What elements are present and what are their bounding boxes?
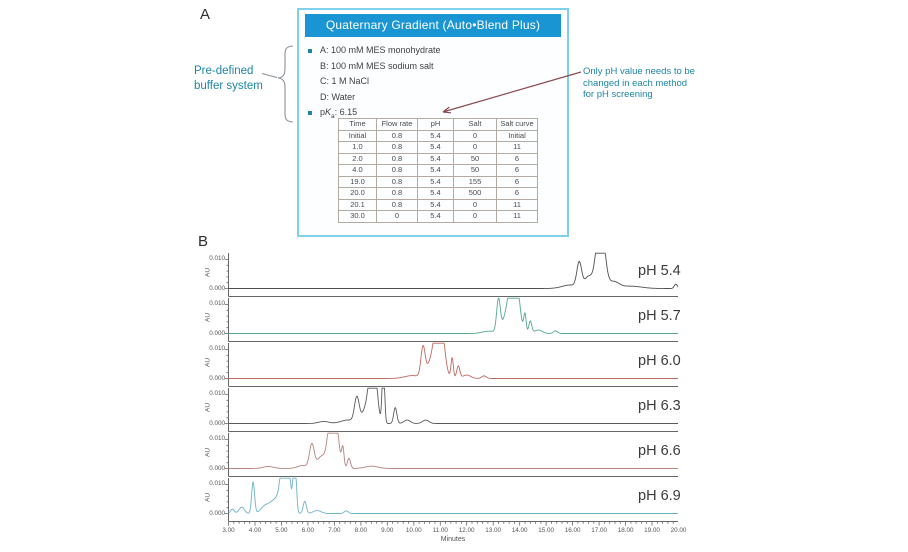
x-tick-label: 9.00 xyxy=(381,527,394,534)
annotation-line1: Only pH value needs to be xyxy=(583,66,695,77)
buffer-line-c xyxy=(320,74,441,90)
table-cell: 6 xyxy=(497,153,538,165)
panel-b-label: B xyxy=(198,233,209,250)
table-cell: 6 xyxy=(497,176,538,188)
y-tick-label: 0.000 xyxy=(209,509,225,517)
y-tick-label: 0.010 xyxy=(209,435,225,442)
table-cell: 0.8 xyxy=(377,165,418,177)
y-axis-title: AU xyxy=(204,312,212,323)
table-cell: 20.1 xyxy=(339,199,377,211)
table-cell: 5.4 xyxy=(418,142,454,154)
x-tick-label: 20.00 xyxy=(670,527,687,534)
table-cell: 500 xyxy=(454,188,497,200)
bullet-square-icon xyxy=(308,111,312,115)
buffer-line-b-text: B: 100 mM MES sodium salt xyxy=(320,60,434,71)
table-cell: 6 xyxy=(497,165,538,177)
table-cell: 5.4 xyxy=(418,188,454,200)
x-tick-label: 12.00 xyxy=(458,527,475,534)
y-tick-label: 0.000 xyxy=(209,374,225,382)
y-axis-title: AU xyxy=(204,357,212,368)
table-cell: 20.0 xyxy=(339,188,377,200)
ph-value-label: pH 6.0 xyxy=(638,353,681,369)
pka-k: K xyxy=(325,107,332,117)
gradient-table xyxy=(338,118,538,223)
table-cell: 0.8 xyxy=(377,153,418,165)
chromatogram-plot xyxy=(220,477,678,522)
x-tick-label: 14.00 xyxy=(511,527,528,534)
table-header-cell: Salt curve xyxy=(497,119,538,131)
annotation-line3: for pH screening xyxy=(583,89,653,100)
table-cell: 5.4 xyxy=(418,130,454,142)
table-cell: 5.4 xyxy=(418,165,454,177)
table-cell: Initial xyxy=(497,130,538,142)
predefined-line1: Pre-defined xyxy=(194,65,254,77)
table-row xyxy=(339,199,538,211)
y-axis-title: AU xyxy=(204,402,212,413)
x-tick-label: 7.00 xyxy=(328,527,341,534)
y-tick-label: 0.000 xyxy=(209,419,225,427)
x-tick-label: 13.00 xyxy=(485,527,502,534)
x-axis-title: Minutes xyxy=(440,536,466,543)
table-row xyxy=(339,188,538,200)
x-tick-label: 19.00 xyxy=(644,527,660,534)
pka-sub: a xyxy=(331,112,335,120)
table-row xyxy=(339,153,538,165)
y-axis-title: AU xyxy=(204,267,212,278)
y-tick-label: 0.010 xyxy=(209,480,225,487)
table-cell: 5.4 xyxy=(418,176,454,188)
ph-value-label: pH 6.6 xyxy=(638,443,681,459)
table-cell: 50 xyxy=(454,165,497,177)
y-tick-label: 0.010 xyxy=(209,345,225,352)
x-tick-label: 15.00 xyxy=(538,527,554,534)
method-title: Quaternary Gradient (Auto•Blend Plus) xyxy=(305,14,561,37)
buffer-line-d-text: D: Water xyxy=(320,91,356,102)
table-cell: 0.8 xyxy=(377,188,418,200)
chromatogram-plot xyxy=(220,342,678,387)
x-tick-label: 4.00 xyxy=(248,527,262,534)
table-row xyxy=(339,130,538,142)
chromatogram-plot xyxy=(220,432,678,477)
table-row xyxy=(339,176,538,188)
x-tick-label: 8.00 xyxy=(354,527,368,534)
x-tick-label: 10.00 xyxy=(405,527,422,534)
y-tick-label: 0.010 xyxy=(209,300,225,307)
table-cell: 0.8 xyxy=(377,130,418,142)
ph-value-label: pH 5.7 xyxy=(638,308,681,324)
ph-value-label: pH 6.3 xyxy=(638,398,681,414)
bullet-square-icon xyxy=(308,49,312,53)
annotation-arrow-icon xyxy=(435,62,587,124)
chromatogram-plot xyxy=(220,252,678,297)
table-cell: 0 xyxy=(454,130,497,142)
y-axis-title: AU xyxy=(204,447,212,458)
predefined-buffer-label xyxy=(194,64,263,94)
buffer-line-a xyxy=(320,43,441,59)
table-cell: 0 xyxy=(377,211,418,223)
table-cell: 11 xyxy=(497,211,538,223)
buffer-line-c-text: C: 1 M NaCl xyxy=(320,76,370,86)
annotation-line2: changed in each method xyxy=(583,77,688,89)
table-cell: 2.0 xyxy=(339,153,377,165)
table-cell: 155 xyxy=(454,176,497,188)
chromatogram-plot xyxy=(220,387,678,432)
curly-brace-icon xyxy=(255,42,300,127)
ph-annotation xyxy=(583,66,695,101)
buffer-list xyxy=(320,43,441,124)
y-axis-title: AU xyxy=(204,492,212,503)
buffer-line-d xyxy=(320,90,441,106)
x-tick-label: 11.00 xyxy=(432,527,448,534)
table-cell: 0.8 xyxy=(377,199,418,211)
x-tick-label: 16.00 xyxy=(564,527,581,534)
table-row xyxy=(339,165,538,177)
table-cell: 4.0 xyxy=(339,165,377,177)
table-cell: 5.4 xyxy=(418,199,454,211)
table-cell: 5.4 xyxy=(418,153,454,165)
table-cell: 0.8 xyxy=(377,142,418,154)
chromatogram-plot xyxy=(220,297,678,342)
table-header-cell: pH xyxy=(418,119,454,131)
table-cell: 6 xyxy=(497,188,538,200)
panel-a-label: A xyxy=(200,6,211,23)
table-cell: 1.0 xyxy=(339,142,377,154)
x-tick-label: 3.00 xyxy=(222,527,235,534)
table-cell: 0 xyxy=(454,142,497,154)
x-tick-label: 17.00 xyxy=(591,527,607,534)
table-cell: 30.0 xyxy=(339,211,377,223)
ph-value-label: pH 6.9 xyxy=(638,488,681,504)
y-tick-label: 0.010 xyxy=(209,390,225,397)
x-tick-label: 5.00 xyxy=(275,527,288,534)
ph-value-label: pH 5.4 xyxy=(638,263,681,279)
x-tick-label: 18.00 xyxy=(617,527,634,534)
table-cell: 0 xyxy=(454,211,497,223)
table-cell: 11 xyxy=(497,199,538,211)
table-header-cell: Salt xyxy=(454,119,497,131)
y-tick-label: 0.000 xyxy=(209,464,225,472)
buffer-line-a-text: A: 100 mM MES monohydrate xyxy=(320,45,441,55)
pka-value: : 6.15 xyxy=(334,107,358,117)
y-tick-label: 0.010 xyxy=(209,255,225,262)
x-tick-label: 6.00 xyxy=(301,527,315,534)
table-header-cell: Flow rate xyxy=(377,119,418,131)
buffer-line-b xyxy=(320,59,441,75)
table-cell: 50 xyxy=(454,153,497,165)
table-cell: Initial xyxy=(339,130,377,142)
table-cell: 0 xyxy=(454,199,497,211)
table-cell: 11 xyxy=(497,142,538,154)
table-cell: 5.4 xyxy=(418,211,454,223)
y-tick-label: 0.000 xyxy=(209,329,225,337)
y-tick-label: 0.000 xyxy=(209,284,225,292)
table-header-cell: Time xyxy=(339,119,377,131)
pka-p: p xyxy=(320,107,326,117)
table-row xyxy=(339,211,538,223)
predefined-line2: buffer system xyxy=(194,80,263,92)
table-cell: 0.8 xyxy=(377,176,418,188)
table-cell: 19.0 xyxy=(339,176,377,188)
table-row xyxy=(339,142,538,154)
